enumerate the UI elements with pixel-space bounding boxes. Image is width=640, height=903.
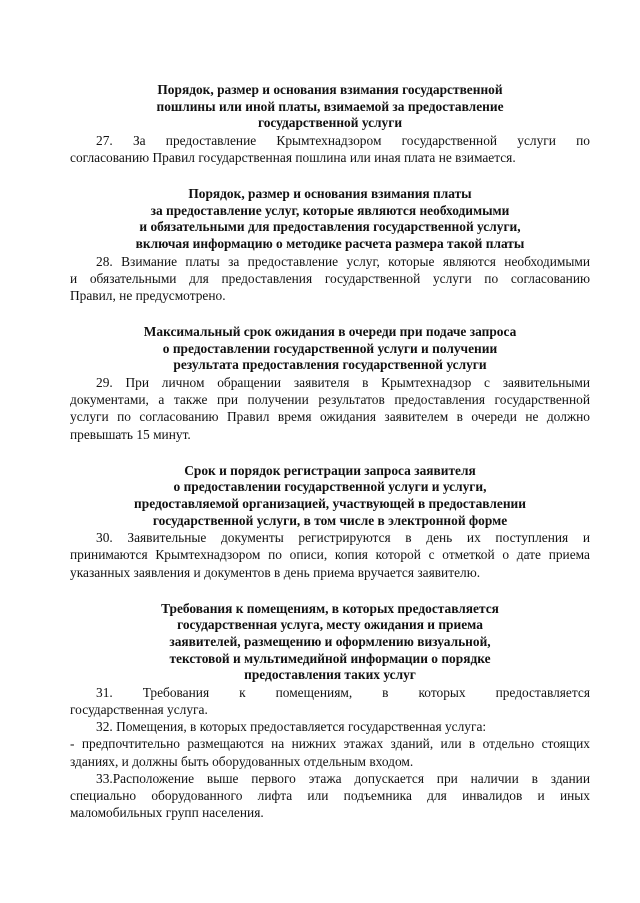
heading-line: Требования к помещениям, в которых предоставляется	[161, 600, 499, 616]
paragraph-line: маломобильных групп населения.	[70, 805, 264, 821]
heading-line: Максимальный срок ожидания в очереди при подаче запроса	[143, 324, 517, 340]
paragraph-32-list-item	[70, 735, 590, 769]
paragraph-line: 27. За предоставление Крымтехнадзором государственной услуги по	[96, 132, 590, 148]
paragraph-line: документами, а также при получении результатов предоставления государственной	[70, 392, 590, 408]
paragraph-line: услуги по согласованию Правил время ожидания заявителем в очереди не должно	[70, 409, 590, 425]
paragraph-31	[70, 684, 590, 718]
paragraph-30	[70, 529, 590, 581]
heading-line: за предоставление услуг, которые являются необходимыми	[150, 202, 510, 218]
heading-line: и обязательными для предоставления государственной услуги,	[139, 219, 521, 235]
section-heading	[70, 186, 590, 252]
heading-line: заявителей, размещению и оформлению визуальной,	[169, 633, 491, 649]
section-heading	[70, 601, 590, 684]
paragraph-33	[70, 770, 590, 822]
paragraph-27	[70, 132, 590, 166]
heading-line: государственной услуги	[257, 115, 403, 131]
paragraph-line: согласованию Правил государственная пошлина или иная плата не взимается.	[70, 149, 516, 165]
paragraph-29	[70, 374, 590, 443]
paragraph-28	[70, 253, 590, 305]
heading-line: государственная услуга, месту ожидания и приема	[177, 617, 483, 633]
paragraph-line: 28. Взимание платы за предоставление услуг, которые являются необходимыми	[96, 253, 590, 269]
paragraph-line: 33.Расположение выше первого этажа допускается при наличии в здании	[96, 770, 590, 786]
paragraph-line: 31. Требования к помещениям, в которых предоставляется	[96, 684, 590, 700]
heading-line: государственной услуги, в том числе в электронной форме	[152, 512, 508, 528]
paragraph-line: - предпочтительно размещаются на нижних этажах зданий, или в отдельно стоящих	[70, 736, 590, 752]
paragraph-line: принимаются Крымтехнадзором по описи, копия которой с отметкой о дате приема	[70, 547, 590, 563]
paragraph-line: указанных заявления и документов в день приема вручается заявителю.	[70, 564, 481, 580]
paragraph-line: превышать 15 минут.	[70, 426, 191, 442]
paragraph-line: Правил, не предусмотрено.	[70, 287, 226, 303]
paragraph-line: 29. При личном обращении заявителя в Крымтехнадзор с заявительными	[96, 374, 590, 390]
heading-line: пошлины или иной платы, взимаемой за предоставление	[156, 98, 504, 114]
heading-line: предоставления таких услуг	[244, 667, 416, 683]
heading-line: Порядок, размер и основания взимания государственной	[157, 82, 503, 97]
section-heading	[70, 324, 590, 374]
heading-line: текстовой и мультимедийной информации о порядке	[169, 650, 491, 666]
paragraph-line: государственная услуга.	[70, 701, 208, 717]
paragraph-line: и обязательными для предоставления государственной услуги по согласованию	[70, 270, 590, 286]
heading-line: о предоставлении государственной услуги и получении	[162, 340, 498, 356]
section-heading	[70, 463, 590, 529]
paragraph-line: 30. Заявительные документы регистрируются в день их поступления и	[96, 530, 590, 546]
paragraph-line: 32. Помещения, в которых предоставляется государственная услуга:	[96, 719, 487, 735]
heading-line: Срок и порядок регистрации запроса заявителя	[184, 462, 476, 478]
heading-line: Порядок, размер и основания взимания платы	[188, 186, 472, 202]
paragraph-line: зданиях, и должны быть оборудованных отдельным входом.	[70, 753, 414, 769]
heading-line: предоставляемой организацией, участвующей в предоставлении	[134, 495, 526, 511]
paragraph-line: специально оборудованного лифта или подъемника для инвалидов и иных	[70, 787, 590, 803]
paragraph-32	[70, 718, 590, 735]
heading-line: о предоставлении государственной услуги и услуги,	[173, 479, 487, 495]
section-heading	[70, 82, 590, 132]
heading-line: результата предоставления государственной услуги	[173, 357, 487, 373]
heading-line: включая информацию о методике расчета размера такой платы	[135, 235, 525, 251]
